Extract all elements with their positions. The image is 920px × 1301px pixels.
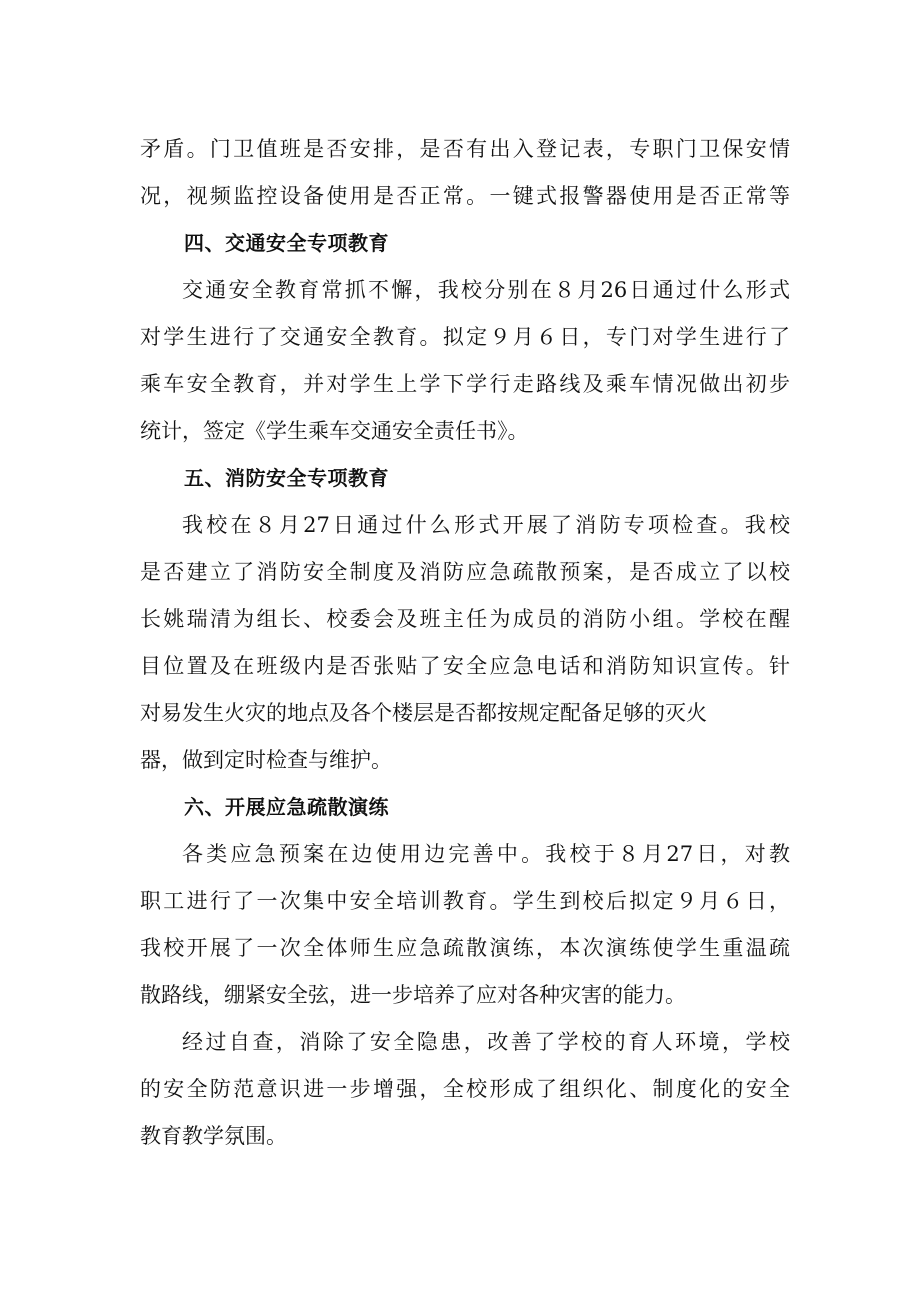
intro-paragraph: [140, 126, 790, 220]
paragraph-line: 长姚瑞清为组长、校委会及班主任为成员的消防小组。学校在醒: [140, 607, 790, 631]
paragraph-line: 各类应急预案在边使用边完善中。我校于８月27日，对教: [182, 842, 790, 866]
paragraph-line: 况，视频监控设备使用是否正常。一键式报警器使用是否正常等: [140, 184, 790, 208]
paragraph-line: 教育教学氛围。: [140, 1124, 287, 1148]
traffic-safety-paragraph: [140, 267, 790, 455]
section-heading-fire-safety: 五、消防安全专项教育: [184, 466, 389, 490]
paragraph-line: 我校在８月27日通过什么形式开展了消防专项检查。我校: [182, 513, 790, 537]
fire-safety-paragraph: [140, 502, 790, 784]
paragraph-line: 经过自查，消除了安全隐患，改善了学校的育人环境，学校: [182, 1030, 790, 1054]
evacuation-drill-paragraph: [140, 831, 790, 1019]
paragraph-line: 器，做到定时检查与维护。: [140, 748, 392, 772]
paragraph-line: 对学生进行了交通安全教育。拟定９月６日，专门对学生进行了: [140, 325, 790, 349]
paragraph-line: 的安全防范意识进一步增强，全校形成了组织化、制度化的安全: [140, 1077, 790, 1101]
section-heading-evacuation-drill: 六、开展应急疏散演练: [184, 795, 389, 819]
paragraph-line: 乘车安全教育，并对学生上学下学行走路线及乘车情况做出初步: [140, 372, 790, 396]
document-page: [140, 126, 790, 1160]
paragraph-line: 交通安全教育常抓不懈，我校分别在８月26日通过什么形式: [182, 278, 790, 302]
paragraph-line: 散路线，绷紧安全弦，进一步培养了应对各种灾害的能力。: [140, 983, 686, 1007]
paragraph-line: 对易发生火灾的地点及各个楼层是否都按规定配备足够的灭火: [140, 701, 707, 725]
paragraph-line: 我校开展了一次全体师生应急疏散演练，本次演练使学生重温疏: [140, 936, 790, 960]
paragraph-line: 统计，签定《学生乘车交通安全责任书》。: [140, 419, 529, 443]
paragraph-line: 目位置及在班级内是否张贴了安全应急电话和消防知识宣传。针: [140, 654, 790, 678]
paragraph-line: 矛盾。门卫值班是否安排，是否有出入登记表，专职门卫保安情: [140, 137, 790, 161]
conclusion-paragraph: [140, 1019, 790, 1160]
paragraph-line: 职工进行了一次集中安全培训教育。学生到校后拟定９月６日，: [140, 889, 790, 913]
section-heading-traffic-safety: 四、交通安全专项教育: [184, 231, 389, 255]
paragraph-line: 是否建立了消防安全制度及消防应急疏散预案，是否成立了以校: [140, 560, 790, 584]
